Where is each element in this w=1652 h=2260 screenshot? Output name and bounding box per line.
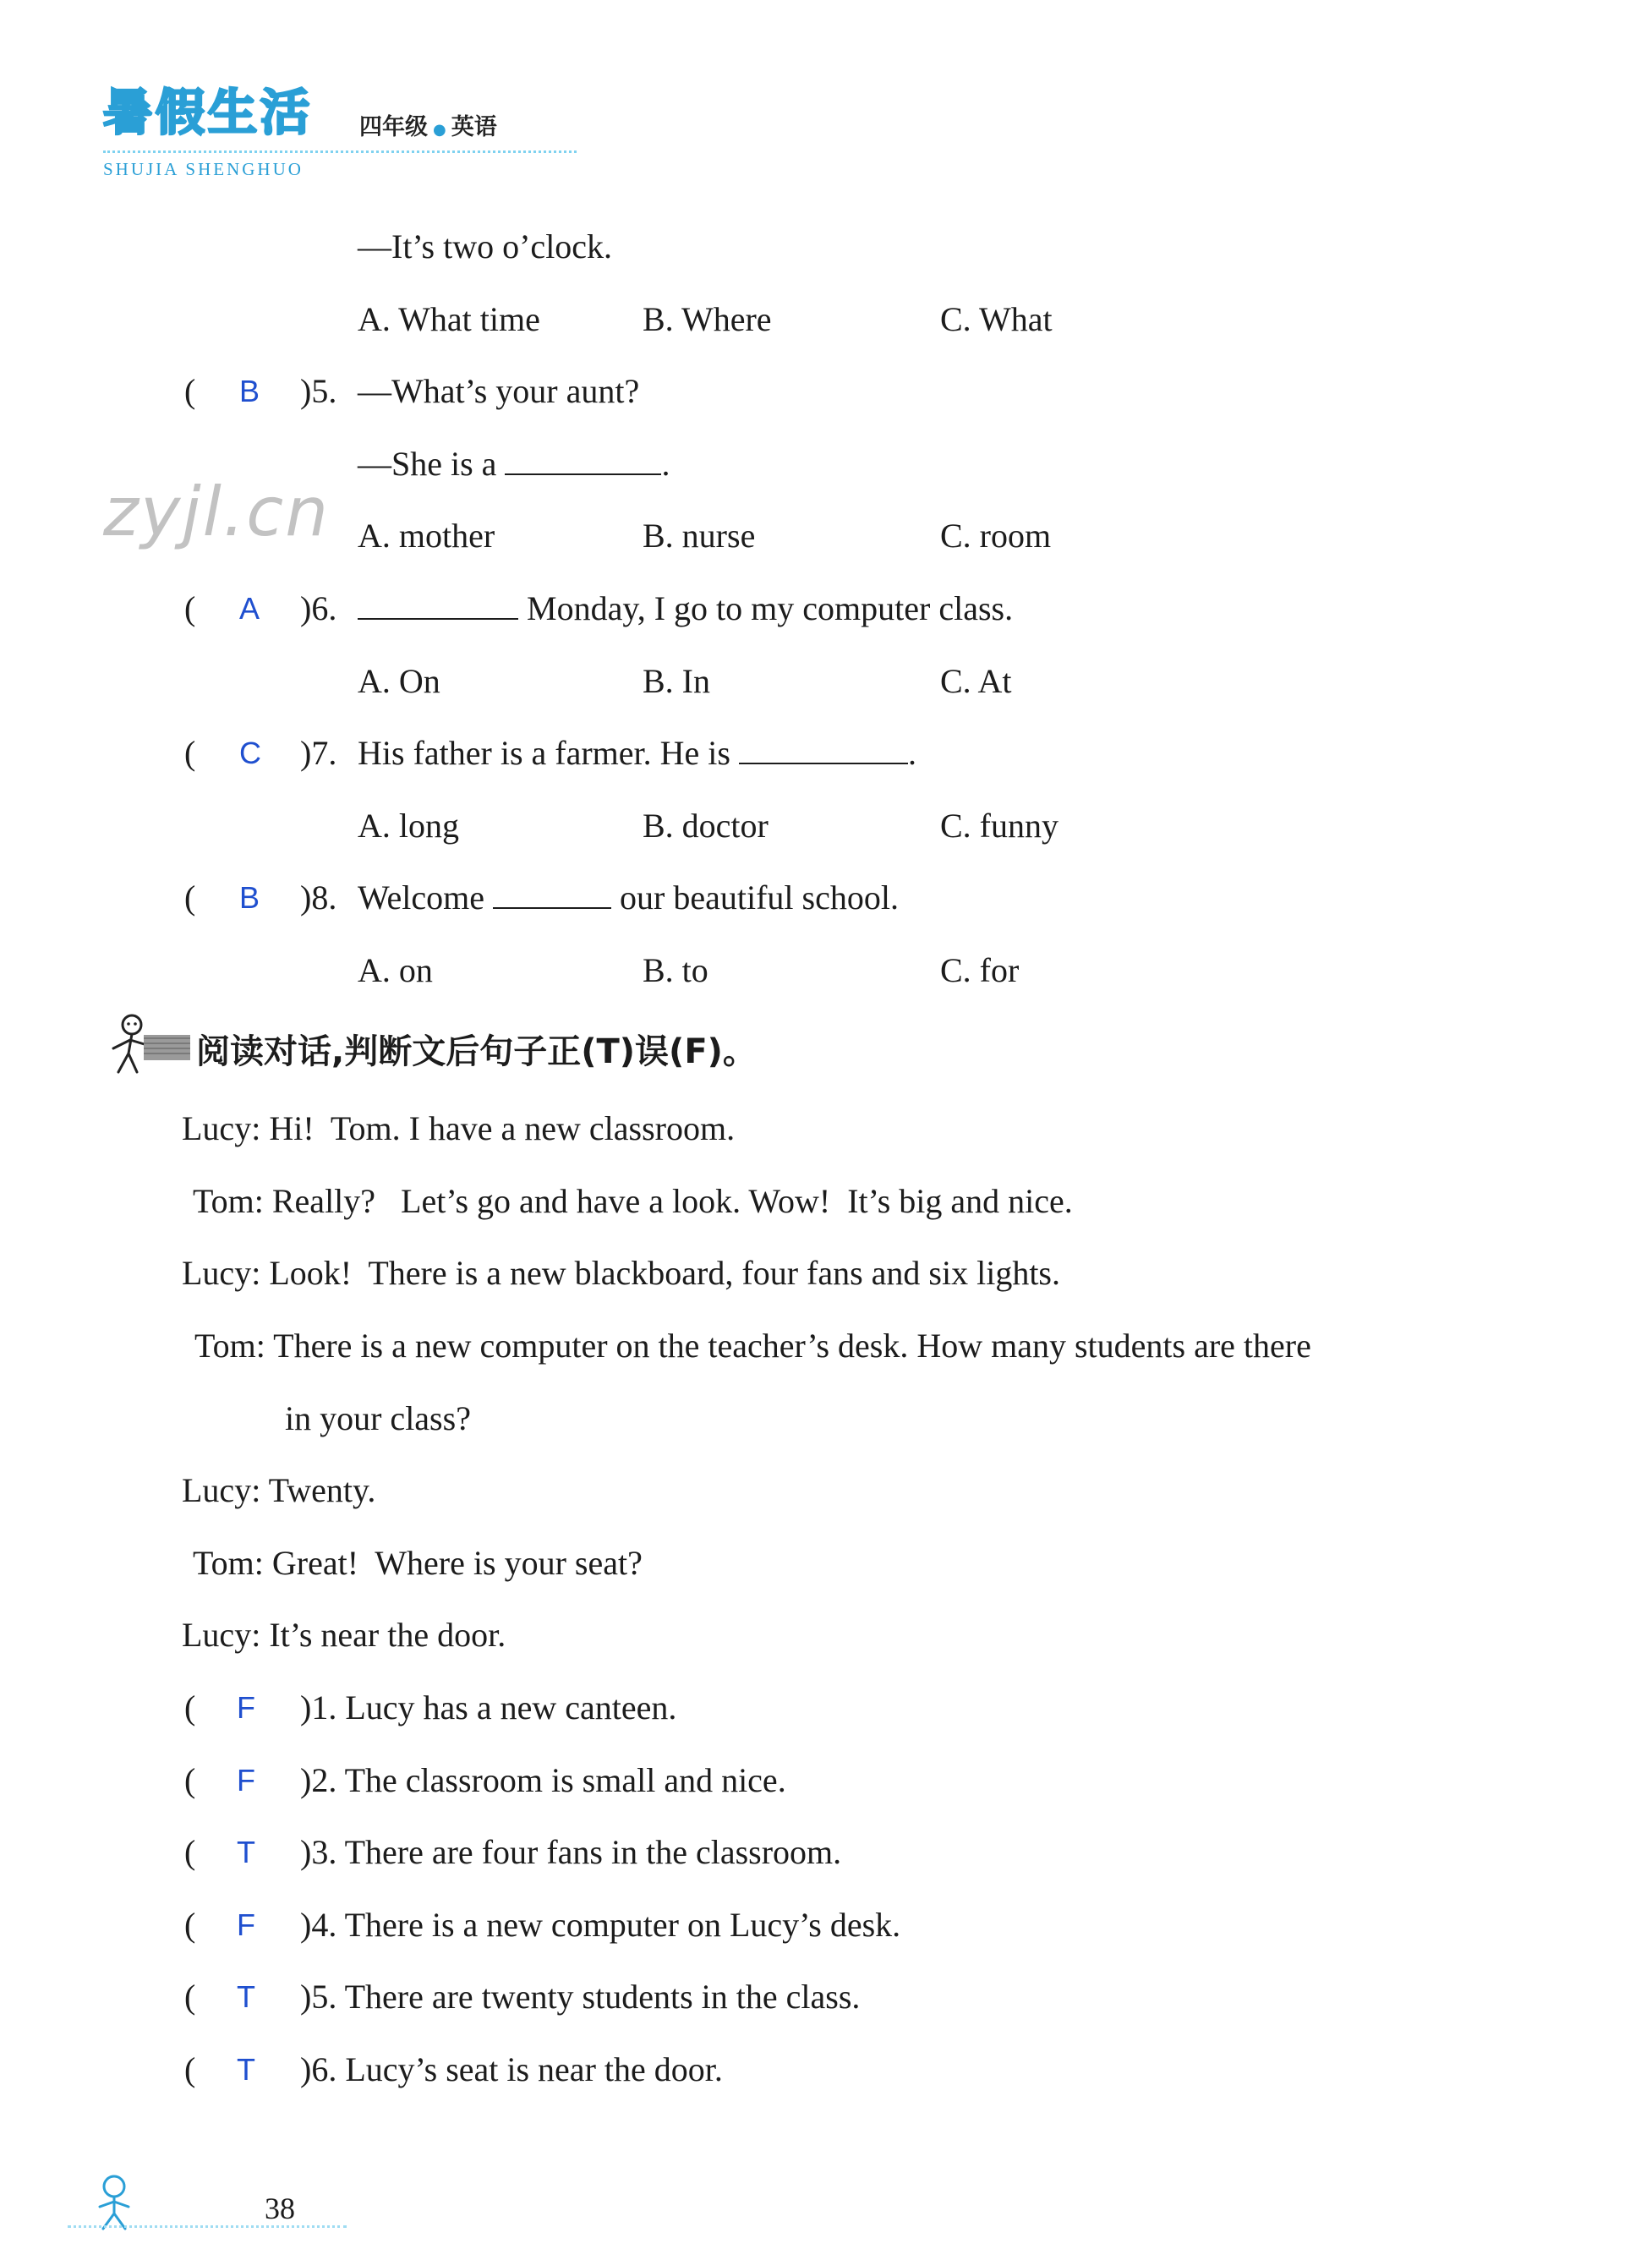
answer-mark: F <box>237 1907 255 1942</box>
question-line-text: —She is a <box>358 445 506 483</box>
statement-text: )6. Lucy’s seat is near the door. <box>300 2050 723 2088</box>
answer-paren: ( <box>184 878 196 917</box>
answer-mark: T <box>237 2052 255 2087</box>
speaker: Lucy: <box>182 1616 261 1654</box>
answer-paren: ( <box>184 1833 196 1871</box>
question-line <box>358 589 1014 627</box>
option-b: B. to <box>643 951 708 989</box>
option-c: C. funny <box>940 807 1058 845</box>
answer-mark: B <box>239 374 260 408</box>
q4-option-a: A. What time <box>358 300 540 338</box>
answer-mark: C <box>239 736 261 770</box>
q4-answer-line: —It’s two o’clock. <box>358 227 613 265</box>
q4-option-c: C. What <box>940 300 1053 338</box>
option-a: A. long <box>358 807 459 845</box>
question-number: )6. <box>300 589 337 627</box>
subject-label: 英语 <box>451 114 497 140</box>
answer-paren: ( <box>184 589 196 627</box>
brand-title: 暑假生活 <box>103 84 314 141</box>
statement-text: )3. There are four fans in the classroom. <box>300 1833 842 1871</box>
utterance: Hi! Tom. I have a new classroom. <box>269 1109 736 1147</box>
option-c: C. room <box>940 517 1052 555</box>
dialogue-line <box>182 1618 506 1652</box>
speaker: Lucy: <box>182 1254 261 1292</box>
question-line <box>358 447 670 481</box>
section-heading: 阅读对话,判断文后句子正(T)误(F)。 <box>196 1032 757 1071</box>
answer-mark: T <box>237 1835 255 1869</box>
answer-mark: A <box>239 591 260 626</box>
answer-paren: ( <box>184 1688 196 1726</box>
statement-text: )1. Lucy has a new canteen. <box>300 1688 677 1726</box>
question-line <box>358 736 916 770</box>
question-line-text: Welcome <box>358 878 494 917</box>
option-b: B. In <box>643 662 710 700</box>
dialogue-line <box>182 1471 376 1509</box>
page-header <box>0 0 1652 194</box>
speaker: Lucy: <box>182 1109 261 1147</box>
answer-paren: ( <box>184 2050 196 2088</box>
utterance: Great! Where is your seat? <box>271 1544 643 1582</box>
answer-paren: ( <box>184 1906 196 1944</box>
answer-paren: ( <box>184 1761 196 1799</box>
utterance: in your class? <box>285 1399 471 1437</box>
brand-pinyin: SHUJIA SHENGHUO <box>103 159 304 179</box>
question-line: —What’s your aunt? <box>358 372 640 410</box>
question-number: )5. <box>300 372 337 410</box>
grade-label: 四年级 <box>359 114 428 140</box>
question-line-tail: . <box>907 734 916 772</box>
option-a: A. On <box>358 662 440 700</box>
answer-blank <box>493 902 611 909</box>
answer-mark: B <box>239 880 260 915</box>
speaker: Tom: <box>193 1182 264 1220</box>
question-line-text: Monday, I go to my computer class. <box>518 589 1014 627</box>
page-number: 38 <box>265 2192 295 2225</box>
footer-kid-icon <box>85 2173 144 2232</box>
watermark: zyjl.cn <box>103 473 330 551</box>
answer-paren: ( <box>184 734 196 772</box>
answer-mark: T <box>237 1979 255 2014</box>
utterance: Really? Let’s go and have a look. Wow! It’s big and nice. <box>271 1182 1073 1220</box>
footer-divider <box>68 2225 347 2228</box>
option-a: A. on <box>358 951 433 989</box>
bullet-icon: ● <box>433 121 446 139</box>
question-line-tail: . <box>661 445 670 483</box>
q4-option-b: B. Where <box>643 300 772 338</box>
utterance: Twenty. <box>268 1471 376 1509</box>
option-c: C. At <box>940 662 1012 700</box>
utterance: There is a new computer on the teacher’s desk. How many students are there <box>273 1327 1311 1365</box>
answer-mark: F <box>237 1763 255 1798</box>
speaker: Lucy: <box>182 1471 261 1509</box>
dialogue-line <box>193 1546 643 1580</box>
reading-kid-icon <box>103 1013 192 1076</box>
option-b: B. doctor <box>643 807 769 845</box>
statement-text: )2. The classroom is small and nice. <box>300 1761 786 1799</box>
answer-blank <box>505 468 661 475</box>
speaker: Tom: <box>194 1327 265 1365</box>
question-number: )8. <box>300 878 337 917</box>
dialogue-line <box>194 1329 1311 1363</box>
answer-blank <box>358 613 518 620</box>
answer-paren: ( <box>184 372 196 410</box>
dialogue-line <box>182 1109 736 1147</box>
question-line-text: His father is a farmer. He is <box>358 734 739 772</box>
question-line <box>358 878 899 917</box>
question-line-tail: our beautiful school. <box>611 878 899 917</box>
utterance: It’s near the door. <box>269 1616 506 1654</box>
dialogue-line <box>285 1399 471 1437</box>
option-a: A. mother <box>358 517 495 555</box>
utterance: Look! There is a new blackboard, four fans and six lights. <box>269 1254 1060 1292</box>
statement-text: )5. There are twenty students in the class. <box>300 1978 861 2016</box>
option-c: C. for <box>940 951 1020 989</box>
statement-text: )4. There is a new computer on Lucy’s desk. <box>300 1906 901 1944</box>
grade-subject <box>359 116 497 139</box>
question-number: )7. <box>300 734 337 772</box>
dialogue-line <box>193 1182 1073 1220</box>
answer-paren: ( <box>184 1978 196 2016</box>
answer-blank <box>739 758 908 764</box>
answer-mark: F <box>237 1690 255 1725</box>
header-divider <box>103 150 577 153</box>
dialogue-line <box>182 1256 1060 1290</box>
option-b: B. nurse <box>643 517 756 555</box>
speaker: Tom: <box>193 1544 264 1582</box>
